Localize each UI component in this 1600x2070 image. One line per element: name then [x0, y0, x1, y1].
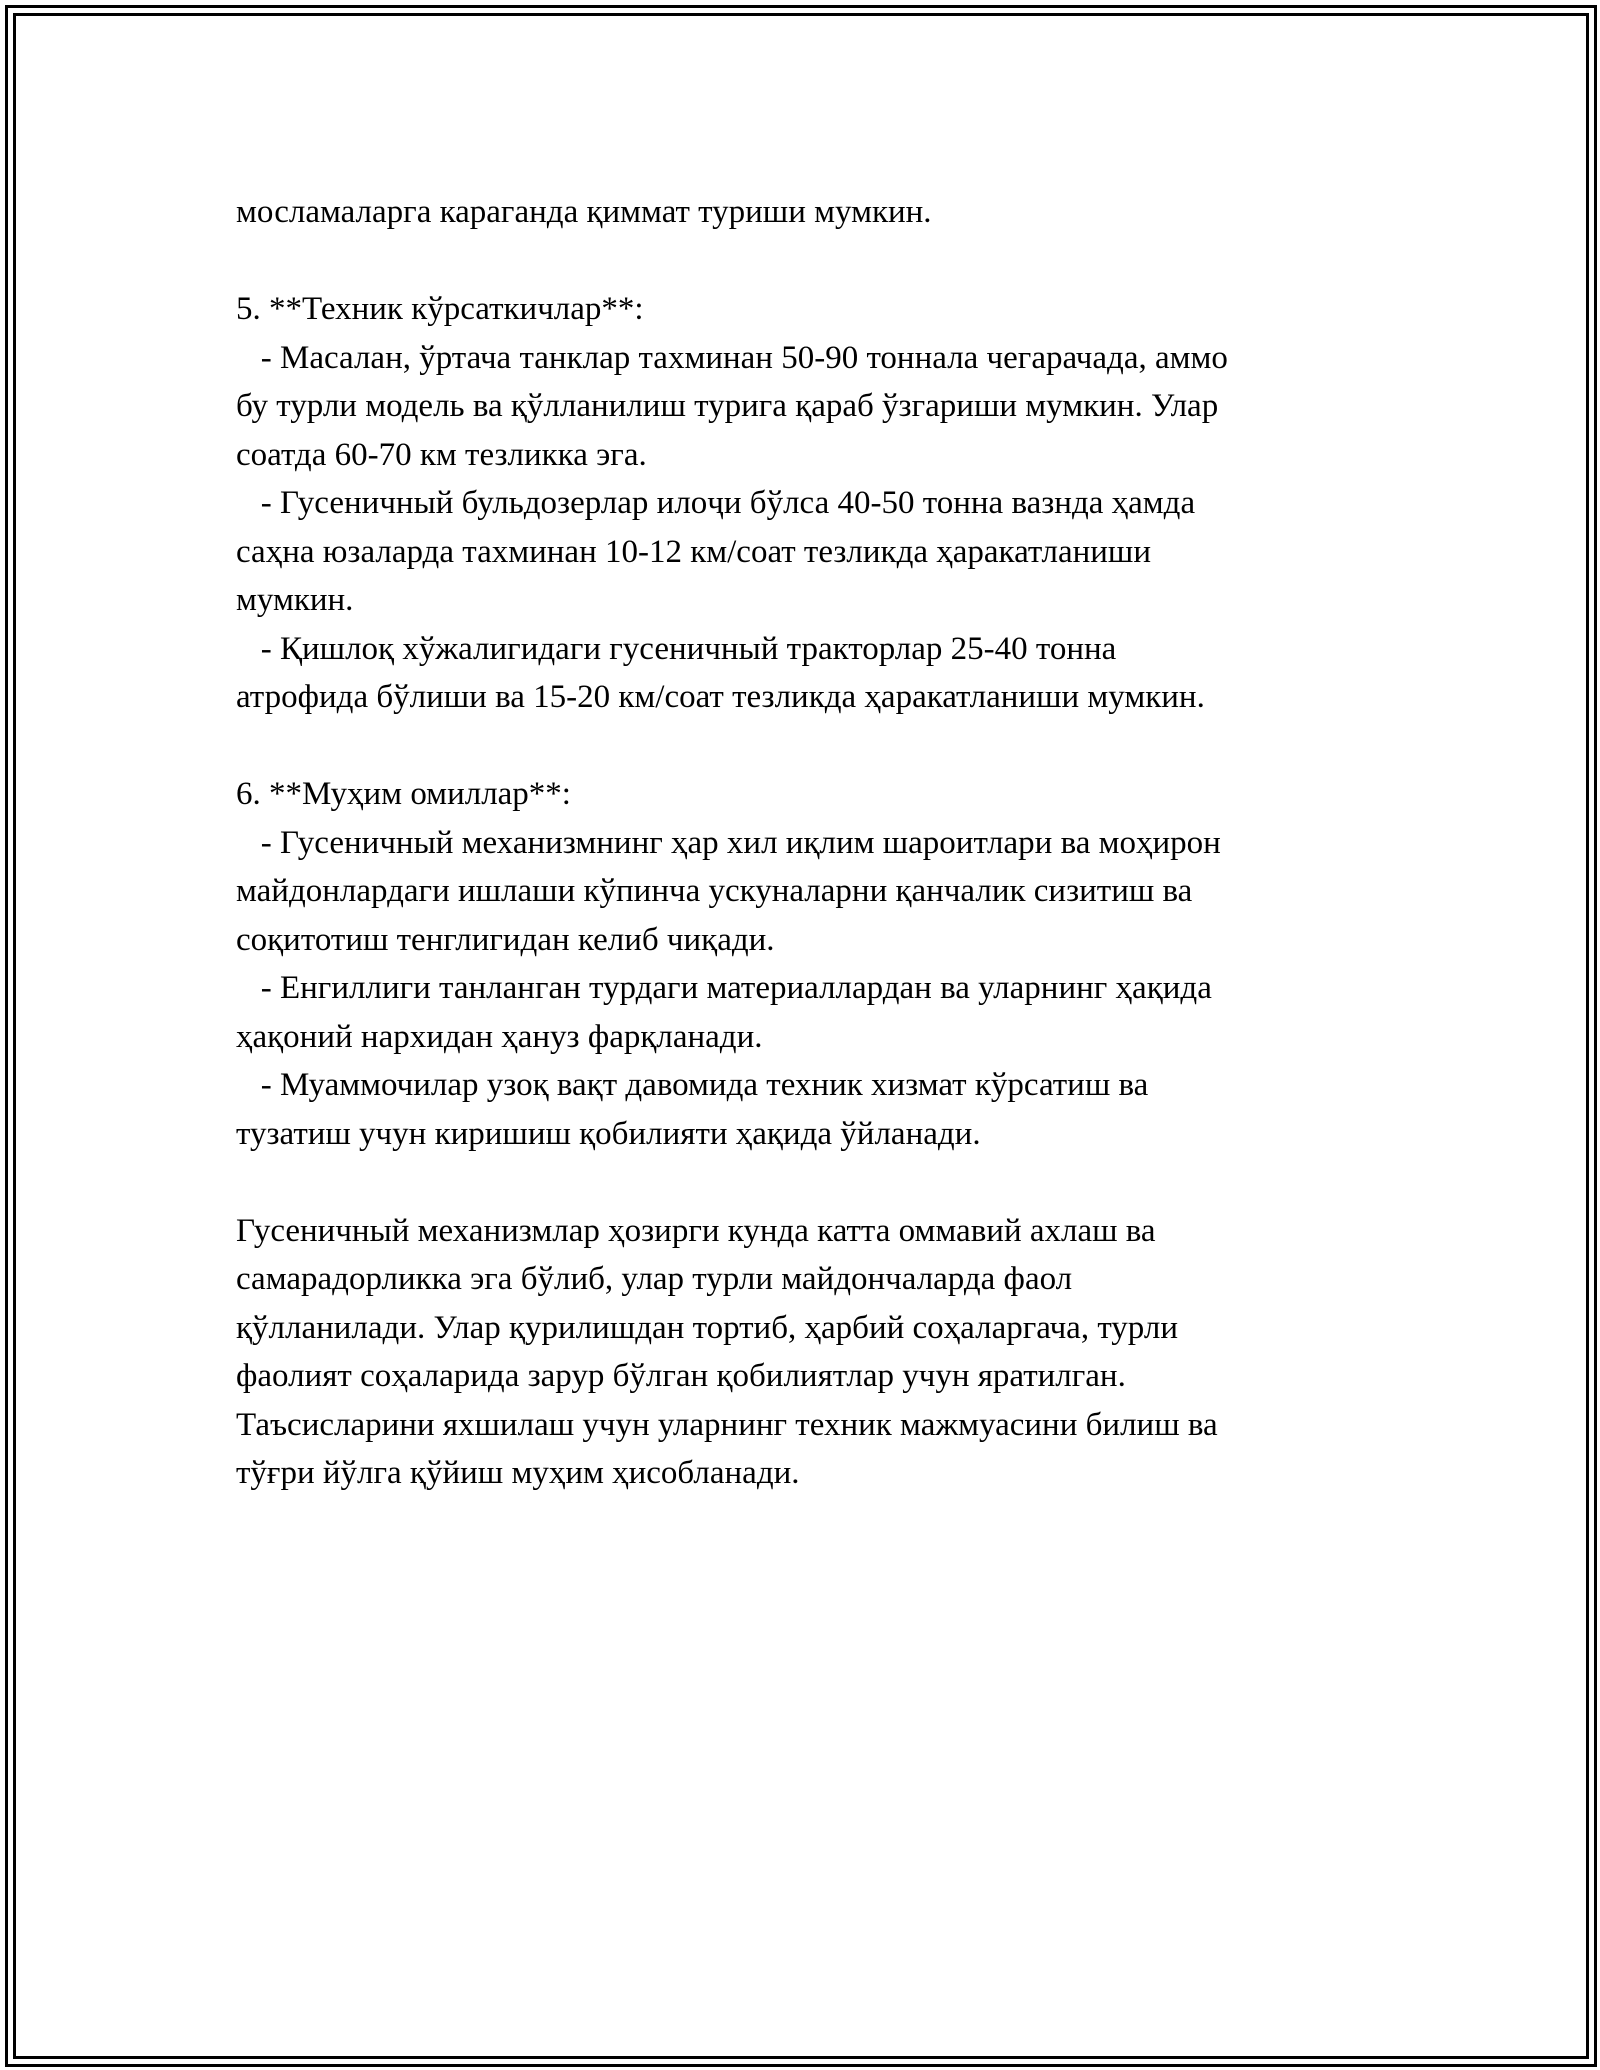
section-5-heading: 5. **Техник кўрсаткичлар**:: [236, 291, 644, 327]
text-line: фаолият соҳаларида зарур бўлган қобилиятлар учун яратилган.: [236, 1358, 1126, 1394]
spacer: [236, 722, 1376, 771]
text-line: - Гусеничный механизмнинг ҳар хил иқлим шароитлари ва моҳирон: [236, 824, 1221, 861]
text-line: майдонлардаги ишлаши кўпинча ускуналарни қанчалик сизитиш ва: [236, 873, 1193, 909]
text-line: соатда 60-70 км тезликка эга.: [236, 436, 647, 473]
text-line: самарадорликка эга бўлиб, улар турли майдончаларда фаол: [236, 1261, 1073, 1297]
spacer: [236, 237, 1376, 286]
section-6-item-1: [236, 819, 1376, 965]
text-line: тузатиш учун киришиш қобилияти ҳақида ўйланади.: [236, 1115, 981, 1152]
text-line: қўлланилади. Улар қурилишдан тортиб, ҳарбий соҳаларгача, турли: [236, 1309, 1178, 1346]
text-line: атрофида бўлиши ва 15-20 км/соат тезликда ҳаракатланиши мумкин.: [236, 679, 1205, 715]
text-line: тўғри йўлга қўйиш муҳим ҳисобланади.: [236, 1455, 800, 1491]
section-6-item-2: [236, 964, 1376, 1061]
section-5-item-1: [236, 334, 1376, 480]
section-5-item-3: [236, 625, 1376, 722]
text-line: Таъсисларини яхшилаш учун уларнинг техник мажмуасини билиш ва: [236, 1406, 1218, 1443]
text-line: саҳна юзаларда тахминан 10-12 км/соат тезликда ҳаракатланиши: [236, 533, 1151, 570]
text-line: - Гусеничный бульдозерлар илоҷи бўлса 40-50 тонна вазнда ҳамда: [236, 485, 1196, 521]
conclusion-paragraph: [236, 1207, 1376, 1498]
intro-line: мосламаларга караганда қиммат туриши мумкин.: [236, 194, 932, 230]
text-line: - Муаммочилар узоқ вақт давомида техник хизмат кўрсатиш ва: [236, 1067, 1149, 1103]
text-line: - Масалан, ўртача танклар тахминан 50-90 тоннала чегарачада, аммо: [236, 339, 1228, 376]
text-line: ҳақоний нархидан ҳануз фарқланади.: [236, 1018, 763, 1055]
text-line: - Қишлоқ хўжалигидаги гусеничный тракторлар 25-40 тонна: [236, 630, 1117, 667]
section-6-heading: 6. **Муҳим омиллар**:: [236, 776, 571, 812]
text-line: - Енгиллиги танланган турдаги материаллардан ва уларнинг ҳақида: [236, 970, 1212, 1006]
text-line: бу турли модель ва қўлланилиш турига қараб ўзгариши мумкин. Улар: [236, 388, 1219, 424]
text-line: мумкин.: [236, 582, 354, 618]
text-line: Гусеничный механизмлар ҳозирги кунда катта оммавий ахлаш ва: [236, 1212, 1156, 1249]
document-body: [236, 188, 1376, 1498]
section-6-item-3: [236, 1061, 1376, 1158]
spacer: [236, 1158, 1376, 1207]
text-line: соқитотиш тенглигидан келиб чиқади.: [236, 921, 775, 958]
section-5-item-2: [236, 479, 1376, 625]
